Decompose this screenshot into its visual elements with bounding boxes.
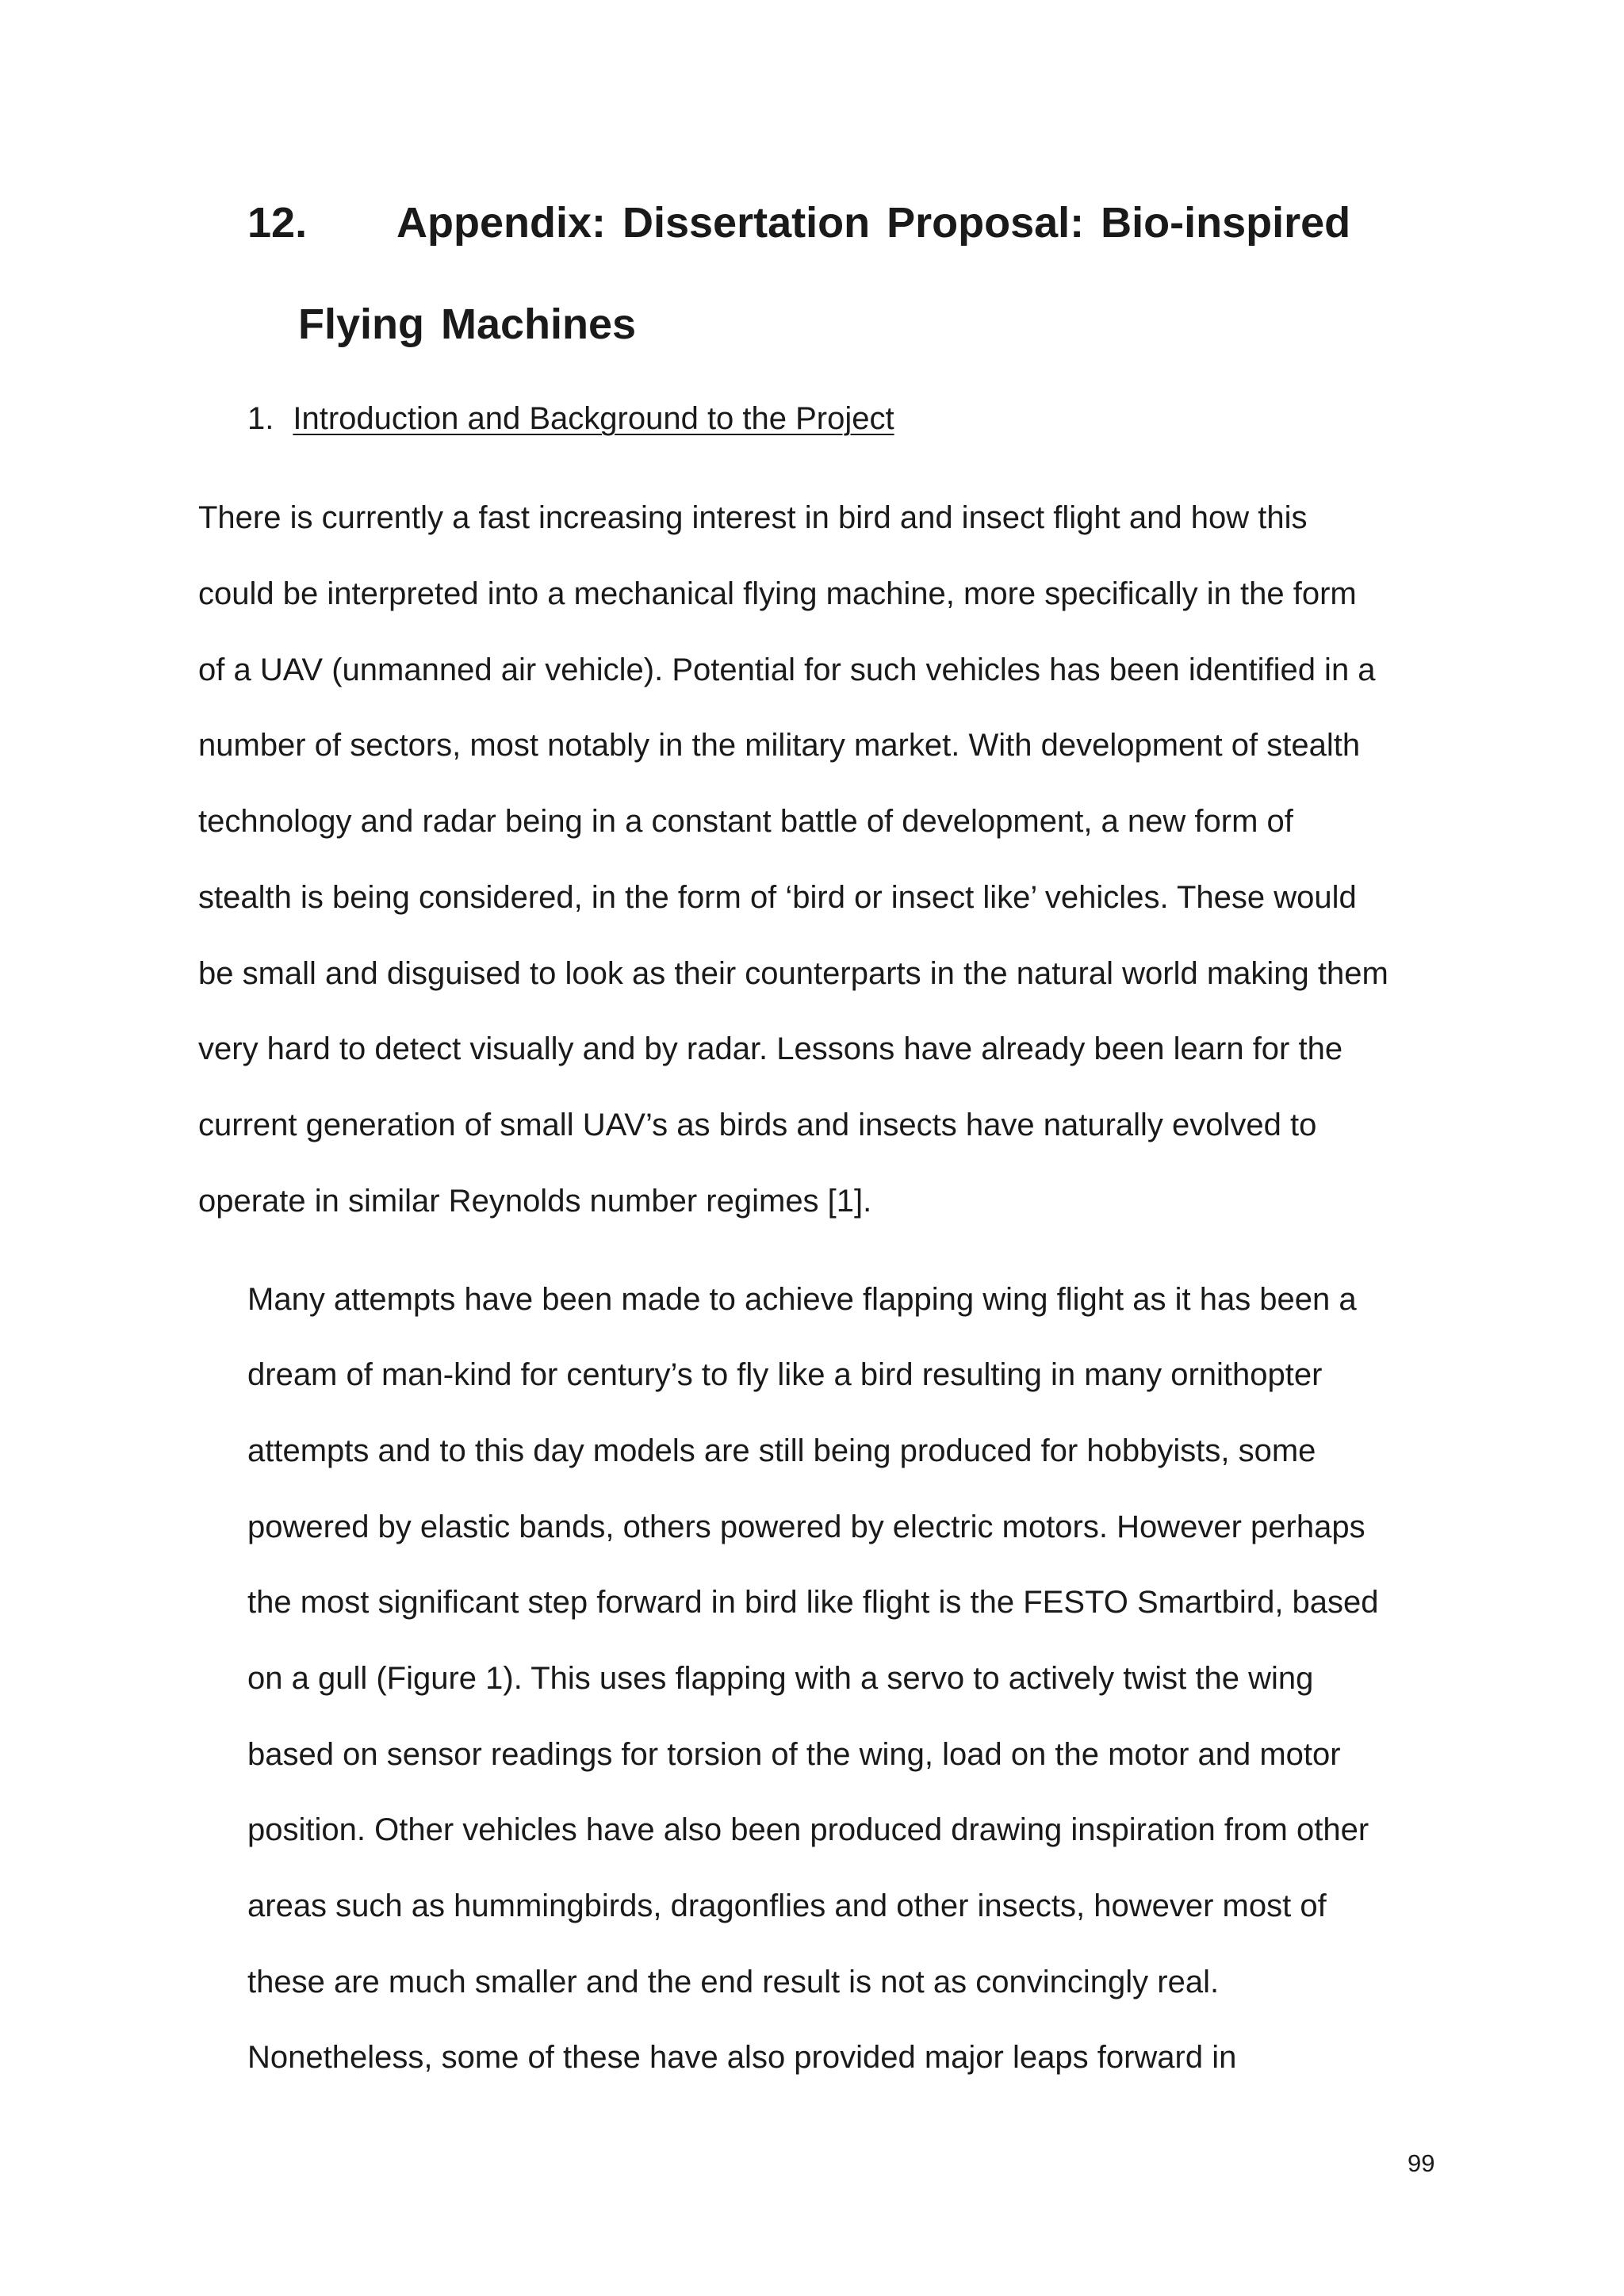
paragraph-line: based on sensor readings for torsion of the wing, load on the motor and motor: [247, 1737, 1341, 1772]
paragraph-line: attempts and to this day models are still being produced for hobbyists, some: [247, 1433, 1316, 1468]
paragraph-line: current generation of small UAV’s as birds and insects have naturally evolved to: [198, 1108, 1317, 1142]
paragraph-line: could be interpreted into a mechanical flying machine, more specifically in the form: [198, 576, 1357, 611]
paragraph-line: There is currently a fast increasing interest in bird and insect flight and how this: [198, 500, 1308, 535]
paragraph-line: be small and disguised to look as their counterparts in the natural world making them: [198, 956, 1388, 991]
paragraph-line: very hard to detect visually and by radar. Lessons have already been learn for the: [198, 1031, 1343, 1066]
paragraph-line: the most significant step forward in bird like flight is the FESTO Smartbird, based: [247, 1585, 1379, 1620]
paragraph-line: these are much smaller and the end result is not as convincingly real.: [247, 1965, 1220, 1999]
section-subheading: [247, 403, 894, 434]
heading-title-line-2: Flying Machines: [298, 300, 637, 348]
subheading-number: 1.: [247, 401, 274, 436]
paragraph-line: number of sectors, most notably in the military market. With development of stealth: [198, 728, 1361, 763]
paragraph-line: Many attempts have been made to achieve flapping wing flight as it has been a: [247, 1282, 1357, 1317]
paragraph-line: operate in similar Reynolds number regimes [1].: [198, 1184, 872, 1219]
paragraph-line: position. Other vehicles have also been produced drawing inspiration from other: [247, 1812, 1369, 1847]
paragraph-line: stealth is being considered, in the form of ‘bird or insect like’ vehicles. These would: [198, 880, 1357, 915]
page-number: 99: [1408, 2149, 1435, 2177]
paragraph-line: areas such as hummingbirds, dragonflies and other insects, however most of: [247, 1888, 1327, 1923]
paragraph-line: on a gull (Figure 1). This uses flapping with a servo to actively twist the wing: [247, 1661, 1314, 1696]
subheading-text: Introduction and Background to the Project: [293, 401, 894, 436]
paragraph-line: dream of man-kind for century’s to fly like a bird resulting in many ornithopter: [247, 1357, 1323, 1392]
paragraph-line: of a UAV (unmanned air vehicle). Potential for such vehicles has been identified in a: [198, 652, 1376, 687]
paragraph-line: Nonetheless, some of these have also provided major leaps forward in: [247, 2040, 1237, 2075]
paragraph-line: technology and radar being in a constant battle of development, a new form of: [198, 804, 1293, 839]
heading-title-line-1: Appendix: Dissertation Proposal: Bio-inspired: [396, 199, 1351, 247]
paragraph-line: powered by elastic bands, others powered by electric motors. However perhaps: [247, 1510, 1365, 1544]
heading-number: 12.: [247, 199, 308, 247]
